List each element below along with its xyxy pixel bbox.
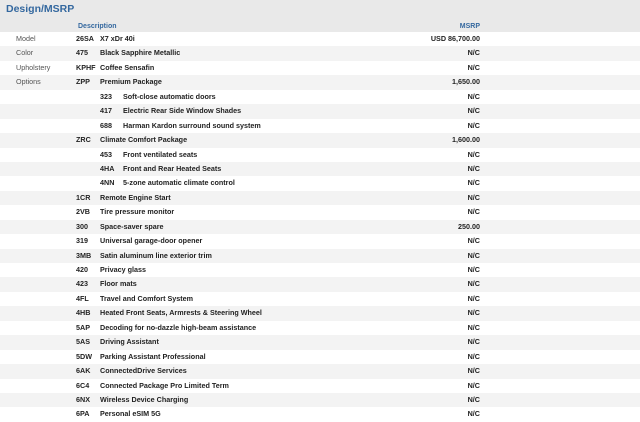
option-code: 420 xyxy=(76,265,88,274)
option-description: Heated Front Seats, Armrests & Steering Wheel xyxy=(100,308,262,318)
option-description: Space-saver spare xyxy=(100,221,164,231)
option-code: 4FL xyxy=(76,293,89,303)
option-price: N/C xyxy=(467,293,480,303)
option-description: Tire pressure monitor xyxy=(100,207,175,217)
option-price: N/C xyxy=(467,351,480,361)
option-description: Travel and Comfort System xyxy=(100,293,194,303)
option-description: Wireless Device Charging xyxy=(100,394,189,404)
option-code: 4HB xyxy=(76,308,91,318)
option-price: N/C xyxy=(467,322,480,332)
table-row xyxy=(0,205,640,219)
option-description: Harman Kardon surround sound system xyxy=(123,120,261,130)
table-row xyxy=(0,263,640,277)
option-description: Connected Package Pro Limited Term xyxy=(100,380,229,390)
table-row xyxy=(0,191,640,205)
option-code: 6NX xyxy=(76,394,90,404)
option-description: 5-zone automatic climate control xyxy=(123,178,235,188)
option-code: 323 xyxy=(100,91,112,101)
option-description: Remote Engine Start xyxy=(100,192,171,202)
msrp-table xyxy=(0,32,640,422)
option-price: N/C xyxy=(467,149,480,159)
table-row xyxy=(0,277,640,291)
option-price: N/C xyxy=(467,62,480,72)
option-price: N/C xyxy=(467,409,480,419)
option-description: Electric Rear Side Window Shades xyxy=(123,106,242,116)
table-row xyxy=(0,61,640,75)
option-code: 453 xyxy=(100,149,112,159)
table-row xyxy=(0,90,640,104)
option-code: 1CR xyxy=(76,192,91,202)
option-price: 250.00 xyxy=(458,221,480,231)
option-code: 6AK xyxy=(76,366,91,376)
option-price: N/C xyxy=(467,48,480,58)
option-description: Universal garage-door opener xyxy=(100,236,203,246)
option-code: 3MB xyxy=(76,250,92,260)
table-row xyxy=(0,407,640,421)
row-label: Color xyxy=(16,48,34,58)
option-price: USD 86,700.00 xyxy=(430,34,480,43)
table-row xyxy=(0,393,640,407)
option-code: ZPP xyxy=(76,77,90,87)
option-price: N/C xyxy=(467,308,480,318)
table-row xyxy=(0,292,640,306)
option-price: N/C xyxy=(467,120,480,130)
msrp-column-header: MSRP xyxy=(459,23,480,30)
option-code: 475 xyxy=(76,48,88,58)
option-description: Coffee Sensafin xyxy=(100,62,155,72)
page-title: Design/MSRP xyxy=(6,3,75,15)
description-column-header: Description xyxy=(78,23,117,30)
table-row xyxy=(0,46,640,60)
option-code: 5AP xyxy=(76,322,90,332)
option-price: N/C xyxy=(467,91,480,101)
option-price: N/C xyxy=(467,265,480,274)
option-code: KPHF xyxy=(76,62,96,72)
table-row xyxy=(0,176,640,190)
table-row xyxy=(0,133,640,147)
row-label: Upholstery xyxy=(16,62,51,72)
option-description: Climate Comfort Package xyxy=(100,135,188,145)
option-description: Premium Package xyxy=(100,77,162,87)
table-row xyxy=(0,75,640,89)
table-row xyxy=(0,220,640,234)
option-description: X7 xDr 40i xyxy=(100,34,135,43)
option-code: 4NN xyxy=(100,178,115,188)
table-row xyxy=(0,364,640,378)
column-header xyxy=(0,22,640,32)
option-description: Floor mats xyxy=(100,279,137,289)
table-row xyxy=(0,350,640,364)
option-description: Parking Assistant Professional xyxy=(100,351,206,361)
option-description: Personal eSIM 5G xyxy=(100,409,161,419)
option-price: N/C xyxy=(467,106,480,116)
option-description: Soft-close automatic doors xyxy=(123,91,216,101)
table-row xyxy=(0,321,640,335)
option-code: 6PA xyxy=(76,409,90,419)
option-description: Privacy glass xyxy=(100,265,146,274)
option-code: ZRC xyxy=(76,135,91,145)
option-price: N/C xyxy=(467,236,480,246)
option-code: 4HA xyxy=(100,163,115,173)
option-code: 5AS xyxy=(76,337,90,347)
option-code: 319 xyxy=(76,236,88,246)
option-price: N/C xyxy=(467,279,480,289)
option-price: N/C xyxy=(467,337,480,347)
option-description: Black Sapphire Metallic xyxy=(100,48,181,58)
table-row xyxy=(0,335,640,349)
option-code: 5DW xyxy=(76,351,92,361)
option-description: Front ventilated seats xyxy=(123,149,198,159)
option-description: Satin aluminum line exterior trim xyxy=(100,250,212,260)
option-price: N/C xyxy=(467,380,480,390)
option-code: 423 xyxy=(76,279,88,289)
option-price: 1,600.00 xyxy=(452,135,480,145)
option-code: 26SA xyxy=(76,34,94,43)
option-description: Driving Assistant xyxy=(100,337,159,347)
table-row xyxy=(0,32,640,46)
table-row xyxy=(0,306,640,320)
table-row xyxy=(0,104,640,118)
option-price: N/C xyxy=(467,207,480,217)
table-row xyxy=(0,249,640,263)
option-price: N/C xyxy=(467,163,480,173)
option-description: Front and Rear Heated Seats xyxy=(123,163,222,173)
option-price: N/C xyxy=(467,250,480,260)
row-label: Model xyxy=(16,34,36,43)
table-row xyxy=(0,119,640,133)
option-description: Decoding for no-dazzle high-beam assistance xyxy=(100,322,257,332)
table-row xyxy=(0,162,640,176)
option-price: 1,650.00 xyxy=(452,77,480,87)
option-price: N/C xyxy=(467,192,480,202)
option-description: ConnectedDrive Services xyxy=(100,366,187,376)
table-row xyxy=(0,379,640,393)
option-code: 300 xyxy=(76,221,88,231)
option-price: N/C xyxy=(467,394,480,404)
option-code: 2VB xyxy=(76,207,90,217)
title-bar xyxy=(0,0,640,23)
option-code: 6C4 xyxy=(76,380,90,390)
option-price: N/C xyxy=(467,366,480,376)
table-row xyxy=(0,234,640,248)
option-code: 688 xyxy=(100,120,112,130)
option-price: N/C xyxy=(467,178,480,188)
option-code: 417 xyxy=(100,106,112,116)
table-row xyxy=(0,148,640,162)
row-label: Options xyxy=(16,77,41,87)
